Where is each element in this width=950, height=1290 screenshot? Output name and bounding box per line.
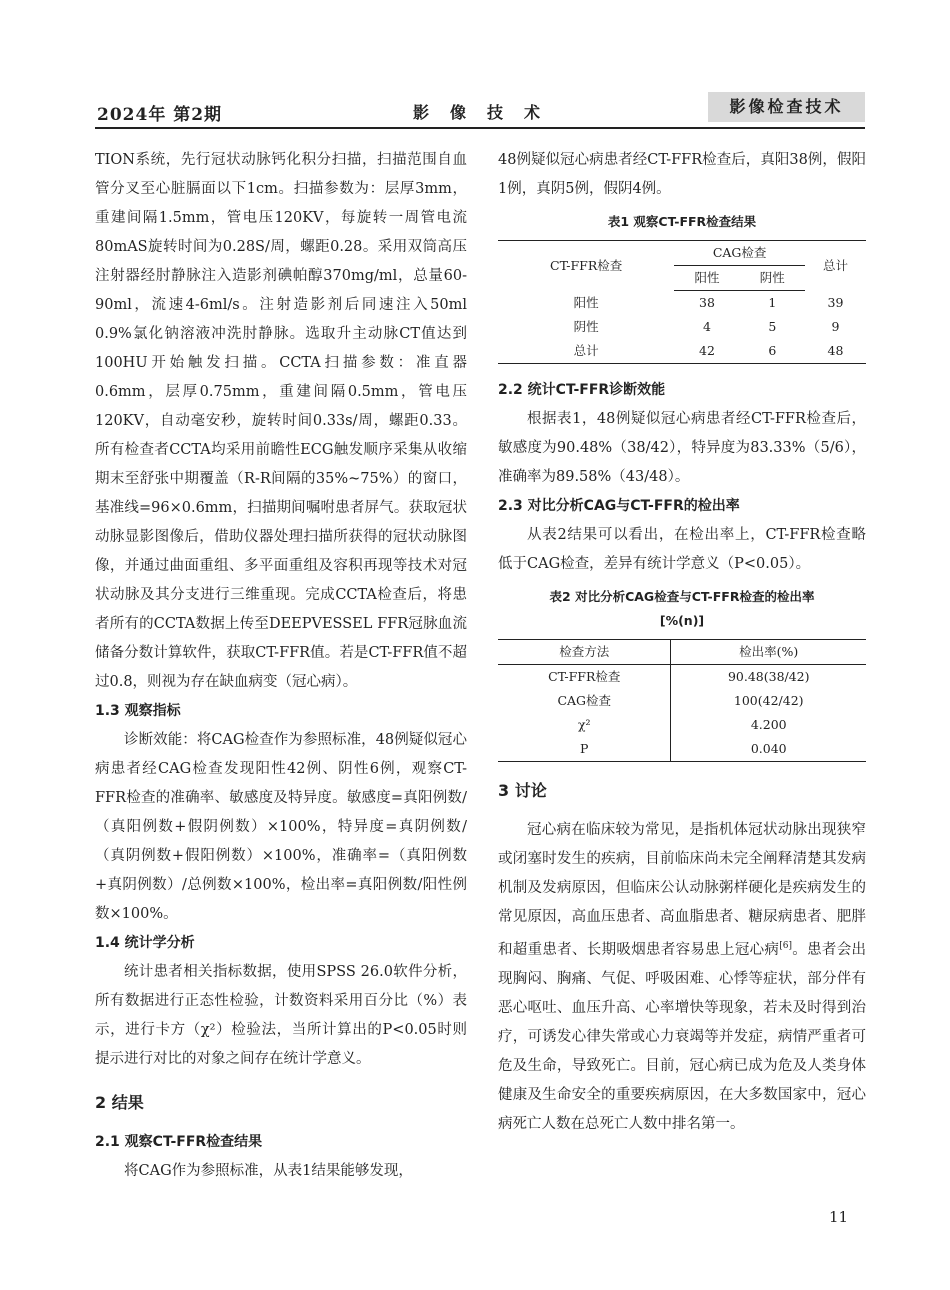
- table1-header-total: 总计: [805, 241, 866, 291]
- table-cell: CT-FFR检查: [498, 665, 671, 690]
- heading-2-2: 2.2 统计CT-FFR诊断效能: [498, 382, 666, 398]
- table-cell: 100(42/42): [733, 693, 804, 708]
- journal-issue: 2024年 第2期: [97, 105, 223, 125]
- table2-caption-unit: [%(n)]: [659, 613, 705, 628]
- table-row: [498, 737, 866, 762]
- table-cell: 4.200: [750, 717, 787, 732]
- paragraph-statistics: 统计患者相关指标数据，使用SPSS 26.0软件分析，所有数据进行正态性检验，计数资料采用百分比（%）表示，进行卡方（χ²）检验法，当所计算出的P<0.05时则提示进行对比的对象之间存在统计学意义。: [95, 964, 467, 1067]
- table-cell: 1: [768, 295, 777, 310]
- table-row: [498, 665, 866, 690]
- paragraph-discussion: [498, 816, 866, 1139]
- table-row: [498, 339, 866, 364]
- table1-caption: 表1 观察CT-FFR检查结果: [607, 214, 757, 229]
- table-row: [498, 291, 866, 316]
- table-cell: CAG检查: [498, 689, 671, 713]
- table2-caption: 表2 对比分析CAG检查与CT-FFR检查的检出率: [549, 589, 815, 604]
- paragraph-scan-params: TION系统，先行冠状动脉钙化积分扫描，扫描范围自血管分叉至心脏膈面以下1cm。扫描参数为：层厚3mm，重建间隔1.5mm，管电压120KV，每旋转一周管电流80mAS旋转时间为0.28S/周，螺距0.28。采用双筒高压注射器经肘静脉注入造影剂碘帕醇370mg/ml，总量60-90ml，流速4-6ml/s。注射造影剂后同速注入50ml 0.9%氯化钠溶液冲洗肘静脉。选取升主动脉CT值达到100HU开始触发扫描。CCTA扫描参数：准直器0.6mm，层厚0.75mm，重建间隔0.5mm，管电压120KV，自动毫安秒，旋转时间0.33s/周，螺距0.33。所有检查者CCTA均采用前瞻性ECG触发顺序采集从收缩期末至舒张中期覆盖（R-R间隔的35%~75%）的窗口，基准线=96×0.6mm，扫描期间嘱咐患者屏气。获取冠状动脉显影图像后，借助仪器处理扫描所获得的冠状动脉图像，并通过曲面重组、多平面重组及容积再现等技术对冠状动脉及其分支进行三维重现。完成CCTA检查后，将患者所有的CCTA数据上传至DEEPVESSEL FFR冠脉血流储备分数计算软件，获取CT-FFR值。若是CT-FFR值不超过0.8，则视为存在缺血病变（冠心病）。: [95, 152, 467, 690]
- table-cell: 4: [702, 319, 711, 334]
- heading-2-1: 2.1 观察CT-FFR检查结果: [95, 1134, 263, 1150]
- table1-header-cag: CAG检查: [674, 241, 805, 266]
- table-row: [498, 713, 866, 737]
- left-column: [95, 146, 467, 1186]
- table-cell: 48: [805, 339, 866, 364]
- table-cell: 0.040: [671, 737, 866, 762]
- table-cell: 38: [699, 295, 715, 310]
- table-cell: P: [498, 737, 671, 762]
- paragraph-indicators: 诊断效能：将CAG检查作为参照标准，48例疑似冠心病患者经CAG检查发现阳性42例、阴性6例，观察CT-FFR检查的准确率、敏感度及特异度。敏感度=真阳例数/（真阳例数+假阴例数）×100%，特异度=真阴例数/（真阴例数+假阳例数）×100%，准确率=（真阳例数+真阴例数）/总例数×100%，检出率=真阳例数/阳性例数×100%。: [95, 732, 467, 922]
- heading-3: 3 讨论: [498, 781, 547, 800]
- journal-title: 影像技术: [413, 103, 562, 122]
- discussion-text: 冠心病在临床较为常见，是指机体冠状动脉出现狭窄或闭塞时发生的疾病，目前临床尚未完全阐释清楚其发病机制及发病原因，但临床公认动脉粥样硬化是疾病发生的常见原因，高血压患者、高血脂患者、糖尿病患者、肥胖和超重患者、长期吸烟患者容易患上冠心病: [498, 822, 866, 958]
- header-rule: [95, 127, 865, 129]
- table-cell: 6: [740, 339, 805, 364]
- table-row: [498, 689, 866, 713]
- table1: [498, 240, 866, 364]
- heading-2: 2 结果: [95, 1093, 144, 1112]
- table1-header-pos: 阳性: [674, 266, 739, 291]
- table1-header-neg: 阴性: [740, 266, 805, 291]
- reference-6: [6]: [779, 941, 792, 951]
- page-number: 11: [829, 1208, 849, 1226]
- table-cell: 阴性: [573, 319, 599, 334]
- right-column: [498, 146, 866, 1139]
- table-cell: χ²: [498, 713, 671, 737]
- paragraph-results-intro: 将CAG作为参照标准，从表1结果能够发现，: [124, 1163, 413, 1179]
- section-badge: 影像检查技术: [708, 92, 865, 122]
- table-cell: 90.48(38/42): [727, 669, 810, 684]
- table2-header-rate: 检出率(%): [671, 640, 866, 665]
- paragraph-results-cont: 48例疑似冠心病患者经CT-FFR检查后，真阳38例，假阳1例，真阴5例，假阴4例。: [498, 152, 866, 197]
- table2: [498, 639, 866, 762]
- table2-header-method: 检查方法: [498, 640, 671, 665]
- heading-1-4: 1.4 统计学分析: [95, 935, 195, 951]
- table-cell: 39: [827, 294, 844, 310]
- table-row: [498, 315, 866, 339]
- heading-1-3: 1.3 观察指标: [95, 703, 181, 719]
- table-cell: 42: [674, 339, 739, 364]
- table-cell: 9: [831, 319, 840, 334]
- heading-2-3: 2.3 对比分析CAG与CT-FFR的检出率: [498, 498, 740, 514]
- table-cell: 阳性: [573, 294, 599, 310]
- paragraph-detection: 从表2结果可以看出，在检出率上，CT-FFR检查略低于CAG检查，差异有统计学意义（P<0.05）。: [498, 527, 866, 572]
- table-cell: 总计: [498, 339, 674, 364]
- table-cell: 5: [768, 319, 777, 334]
- discussion-text-cont: 。患者会出现胸闷、胸痛、气促、呼吸困难、心悸等症状，部分伴有恶心呕吐、血压升高、心率增快等现象，若未及时得到治疗，可诱发心律失常或心力衰竭等并发症，病情严重者可危及生命，导致死亡。目前，冠心病已成为危及人类身体健康及生命安全的重要疾病原因，在大多数国家中，冠心病死亡人数在总死亡人数中排名第一。: [498, 941, 867, 1132]
- paragraph-efficacy: 根据表1，48例疑似冠心病患者经CT-FFR检查后，敏感度为90.48%（38/42），特异度为83.33%（5/6），准确率为89.58%（43/48）。: [498, 411, 866, 485]
- table1-header-ctffr: CT-FFR检查: [498, 241, 674, 291]
